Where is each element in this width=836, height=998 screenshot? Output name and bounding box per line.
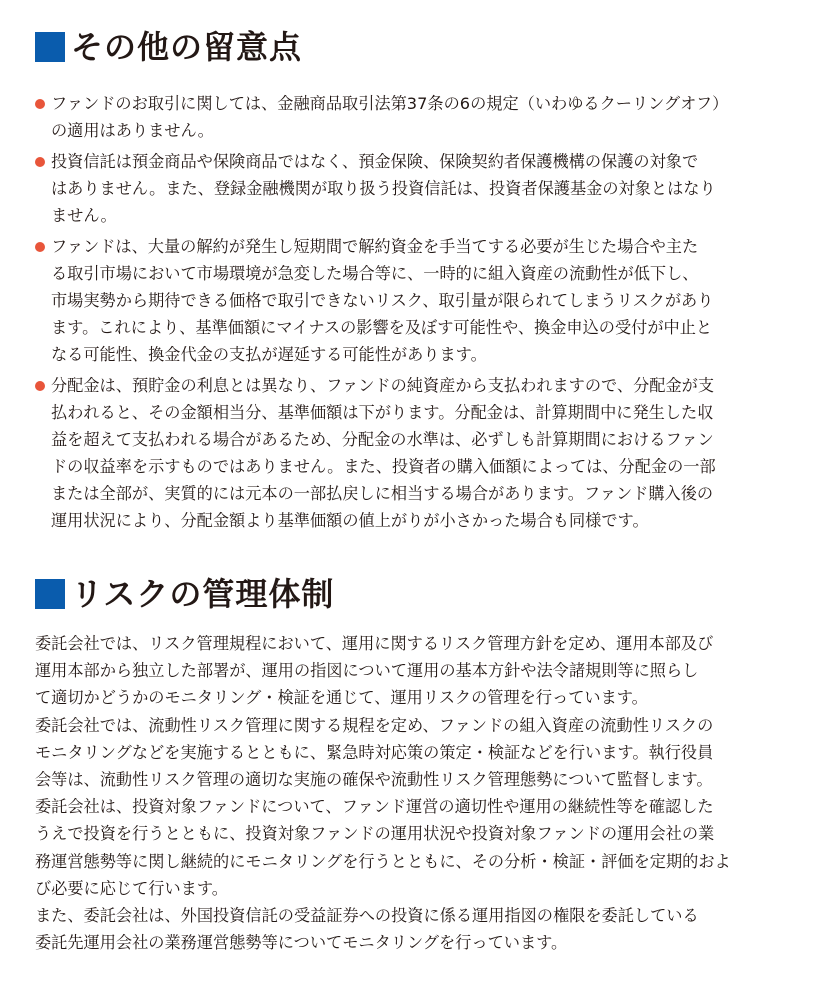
text-line: 委託会社では、リスク管理規程において、運用に関するリスク管理方針を定め、運用本部及び: [35, 634, 714, 653]
text-line: 運用本部から独立した部署が、運用の指図について運用の基本方針や法令諸規則等に照らし: [35, 661, 699, 681]
text-line: 委託先運用会社の業務運営態勢等についてモニタリングを行っています。: [35, 933, 568, 953]
section-heading-risk-management: [35, 574, 334, 614]
text-line: 益を超えて支払われる場合があるため、分配金の水準は、必ずしも計算期間におけるファン: [51, 430, 714, 449]
text-line: ます。これにより、基準価額にマイナスの影響を及ぼす可能性や、換金申込の受付が中止と: [51, 318, 713, 337]
text-line: 務運営態勢等に関し継続的にモニタリングを行うとともに、その分析・検証・評価を定期的およ: [35, 851, 731, 871]
list-item: [34, 233, 784, 368]
section-heading-notes: [35, 27, 302, 67]
bullet-dot-icon: [35, 99, 45, 109]
text-line: て適切かどうかのモニタリング・検証を通じて、運用リスクの管理を行っています。: [35, 688, 648, 708]
text-line: ドの収益率を示すものではありません。また、投資者の購入価額によっては、分配金の一部: [51, 457, 716, 476]
list-item: [34, 90, 784, 144]
text-line: の適用はありません。: [51, 121, 214, 140]
text-line: なる可能性、換金代金の支払が遅延する可能性があります。: [51, 345, 487, 364]
text-line: はありません。また、登録金融機関が取り扱う投資信託は、投資者保護基金の対象とはなり: [51, 179, 716, 198]
text-line: また、委託会社は、外国投資信託の受益証券への投資に係る運用指図の権限を委託している: [35, 906, 699, 926]
text-line: 運用状況により、分配金額より基準価額の値上がりが小さかった場合も同様です。: [51, 511, 649, 530]
text-line: 市場実勢から期待できる価格で取引できないリスク、取引量が限られてしまうリスクがあり: [51, 291, 714, 310]
text-line: うえで投資を行うとともに、投資対象ファンドの運用状況や投資対象ファンドの運用会社の業: [35, 824, 715, 844]
bullet-dot-icon: [35, 157, 45, 167]
notes-bullet-list: [34, 90, 784, 538]
text-line: モニタリングなどを実施するとともに、緊急時対応策の策定・検証などを行います。執行役員: [35, 742, 714, 762]
text-line: ファンドは、大量の解約が発生し短期間で解約資金を手当てする必要が生じた場合や主た: [51, 237, 699, 256]
square-marker-icon: [35, 579, 65, 609]
text-line: び必要に応じて行います。: [35, 878, 228, 898]
text-line: ません。: [51, 206, 117, 225]
text-line: 分配金は、預貯金の利息とは異なり、ファンドの純資産から支払われますので、分配金が支: [51, 376, 715, 395]
risk-management-body: [35, 630, 805, 956]
text-line: 払われると、その金額相当分、基準価額は下がります。分配金は、計算期間中に発生した収: [51, 403, 714, 422]
text-line: 委託会社は、投資対象ファンドについて、ファンド運営の適切性や運用の継続性等を確認した: [35, 797, 714, 817]
text-line: る取引市場において市場環境が急変した場合等に、一時的に組入資産の流動性が低下し、: [51, 264, 699, 283]
text-line: 会等は、流動性リスク管理の適切な実施の確保や流動性リスク管理態勢について監督します。: [35, 770, 713, 790]
list-item: [34, 148, 784, 229]
section-title: その他の留意点: [71, 28, 303, 66]
text-line: ファンドのお取引に関しては、金融商品取引法第37条の6の規定（いわゆるクーリングオフ）: [51, 94, 729, 113]
text-line: または全部が、実質的には元本の一部払戻しに相当する場合があります。ファンド購入後の: [51, 484, 714, 503]
section-title: リスクの管理体制: [71, 575, 335, 613]
text-line: 投資信託は預金商品や保険商品ではなく、預金保険、保険契約者保護機構の保護の対象で: [51, 152, 699, 171]
text-line: 委託会社では、流動性リスク管理に関する規程を定め、ファンドの組入資産の流動性リスクの: [35, 715, 714, 735]
bullet-dot-icon: [35, 381, 45, 391]
bullet-dot-icon: [35, 242, 45, 252]
square-marker-icon: [35, 32, 65, 62]
list-item: [34, 372, 784, 534]
